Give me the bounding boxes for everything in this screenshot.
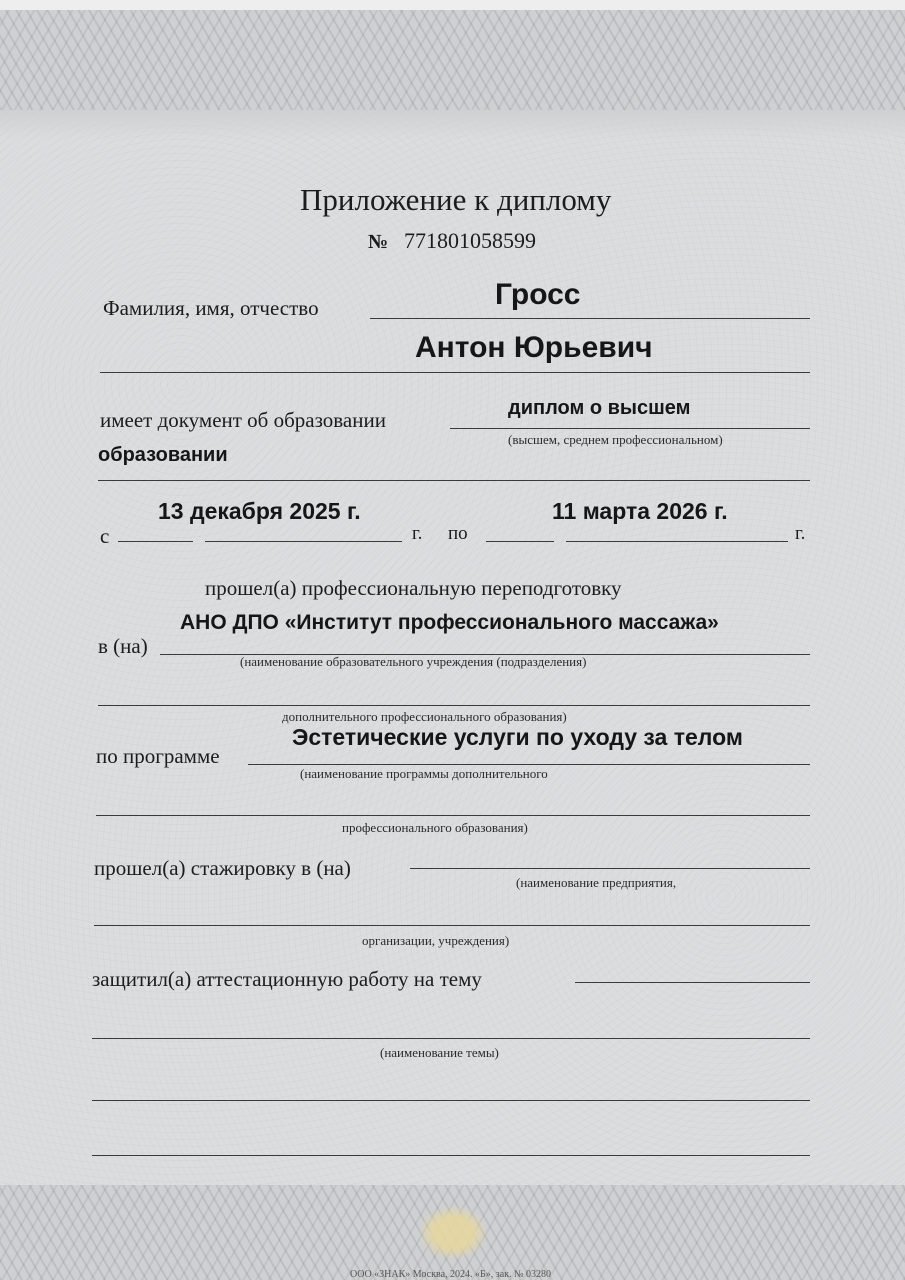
top-guilloche-band bbox=[0, 0, 905, 110]
thesis-line-1 bbox=[575, 982, 810, 983]
period-from-day-line bbox=[118, 541, 193, 542]
period-year-suffix-1: г. bbox=[412, 523, 423, 544]
number-sign: № bbox=[368, 231, 389, 253]
period-from-date: 13 декабря 2025 г. bbox=[158, 498, 361, 524]
education-label: имеет документ об образовании bbox=[100, 408, 386, 432]
retraining-line-2 bbox=[98, 705, 810, 706]
education-value-1: диплом о высшем bbox=[508, 397, 691, 419]
fio-label: Фамилия, имя, отчество bbox=[103, 296, 319, 320]
education-line-2 bbox=[98, 480, 810, 481]
fio-name: Антон Юрьевич bbox=[415, 331, 653, 364]
retraining-hint-1: (наименование образовательного учреждения (подразделения) bbox=[240, 654, 587, 669]
emblem-watermark bbox=[418, 1205, 488, 1260]
thesis-line-2 bbox=[92, 1038, 810, 1039]
period-from-prefix: с bbox=[100, 524, 110, 548]
retraining-in-label: в (на) bbox=[98, 634, 148, 658]
retraining-text: прошел(а) профессиональную переподготовку bbox=[205, 576, 622, 600]
internship-hint-1: (наименование предприятия, bbox=[516, 875, 677, 890]
internship-label: прошел(а) стажировку в (на) bbox=[94, 856, 351, 880]
document-title: Приложение к диплому bbox=[300, 182, 612, 217]
internship-line-1 bbox=[410, 868, 810, 869]
internship-hint-2: организации, учреждения) bbox=[362, 933, 510, 948]
thesis-line-3 bbox=[92, 1100, 810, 1101]
period-from-month-line bbox=[205, 541, 402, 542]
period-to-date: 11 марта 2026 г. bbox=[552, 498, 728, 524]
program-hint-1: (наименование программы дополнительного bbox=[300, 766, 548, 781]
program-line-2 bbox=[96, 815, 810, 816]
program-hint-2: профессионального образования) bbox=[342, 820, 528, 835]
document-number: 771801058599 bbox=[404, 228, 536, 253]
education-line-1 bbox=[450, 428, 810, 429]
thesis-hint: (наименование темы) bbox=[380, 1045, 499, 1060]
education-value-2: образовании bbox=[98, 444, 228, 466]
thesis-line-4 bbox=[92, 1155, 810, 1156]
paper-top-edge bbox=[0, 0, 905, 10]
period-year-suffix-2: г. bbox=[795, 523, 806, 544]
thesis-label: защитил(а) аттестационную работу на тему bbox=[92, 967, 482, 991]
fio-line-1 bbox=[370, 318, 810, 319]
fio-surname: Гросс bbox=[495, 278, 581, 311]
period-to-prefix: по bbox=[448, 523, 468, 544]
retraining-hint-2: дополнительного профессионального образования) bbox=[282, 709, 567, 724]
period-to-month-line bbox=[566, 541, 788, 542]
printer-imprint: ООО «ЗНАК» Москва, 2024. «Б», зак. № 03280 bbox=[350, 1269, 552, 1280]
period-to-day-line bbox=[486, 541, 554, 542]
retraining-institution: АНО ДПО «Институт профессионального массажа» bbox=[180, 611, 719, 634]
program-line-1 bbox=[248, 764, 810, 765]
program-label: по программе bbox=[96, 744, 220, 768]
education-hint: (высшем, среднем профессиональном) bbox=[508, 432, 723, 447]
internship-line-2 bbox=[94, 925, 810, 926]
fio-line-2 bbox=[100, 372, 810, 373]
program-value: Эстетические услуги по уходу за телом bbox=[292, 724, 743, 750]
